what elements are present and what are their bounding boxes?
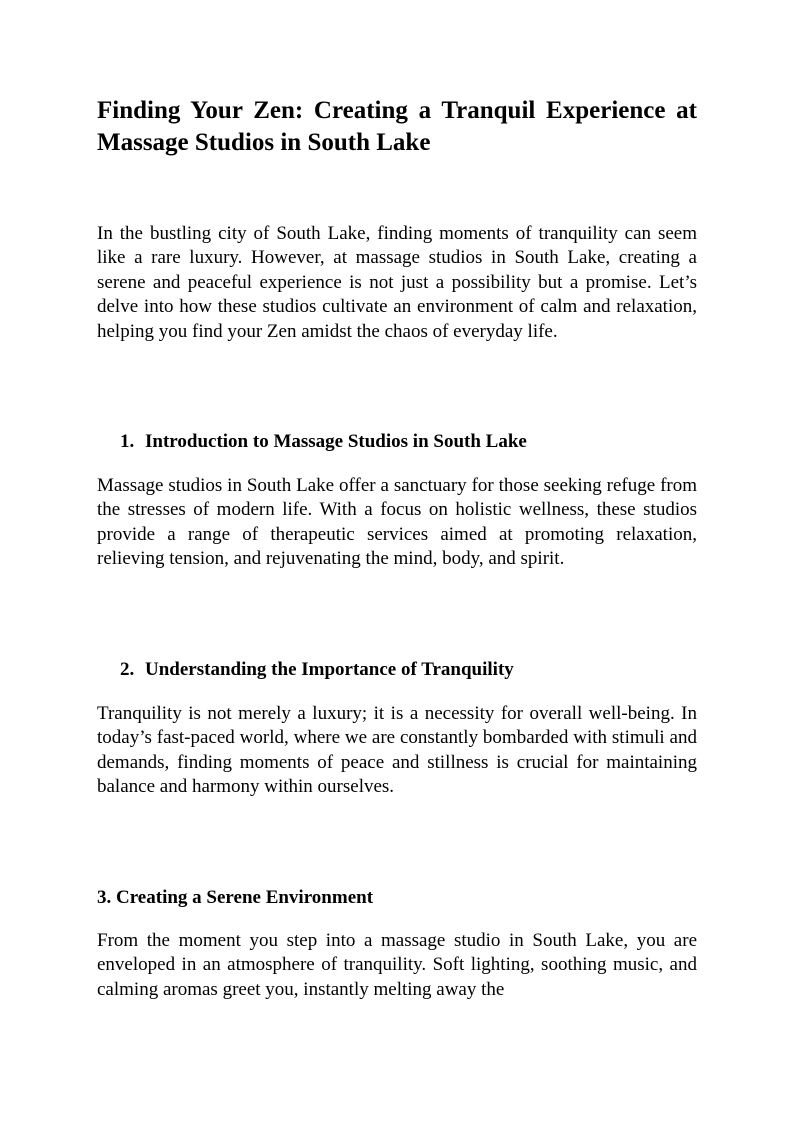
section-body-2: Tranquility is not merely a luxury; it is a necessity for overall well-being. In today’s fast-paced world, where we are constantly bombarded with stimuli and demands, finding moments of peace and stillness is crucial for maintaining balance and harmony within ourselves. [97, 703, 697, 798]
section-title-3: Creating a Serene Environment [116, 887, 374, 908]
intro-paragraph: In the bustling city of South Lake, finding moments of tranquility can seem like a rare luxury. However, at massage studios in South Lake, creating a serene and peaceful experience is not just a possibility but a promise. Let’s delve into how these studios cultivate an environment of calm and relaxation, helping you find your Zen amidst the chaos of everyday life. [97, 223, 697, 342]
section-title-1: Introduction to Massage Studios in South Lake [145, 431, 527, 452]
section-number-1: 1. [120, 431, 135, 452]
section-heading-1 [120, 430, 527, 454]
document-title: Finding Your Zen: Creating a Tranquil Experience at Massage Studios in South Lake [97, 97, 697, 156]
section-body-3: From the moment you step into a massage studio in South Lake, you are enveloped in an atmosphere of tranquility. Soft lighting, soothing music, and calming aromas greet you, instantly melting away the [97, 930, 697, 1000]
section-body-1: Massage studios in South Lake offer a sanctuary for those seeking refuge from the stresses of modern life. With a focus on holistic wellness, these studios provide a range of therapeutic services aimed at promoting relaxation, relieving tension, and rejuvenating the mind, body, and spirit. [97, 475, 697, 570]
section-title-2: Understanding the Importance of Tranquility [145, 659, 514, 680]
section-number-2: 2. [120, 659, 135, 680]
section-heading-3 [97, 886, 373, 910]
section-number-3: 3. [97, 887, 112, 908]
section-heading-2 [120, 658, 514, 682]
